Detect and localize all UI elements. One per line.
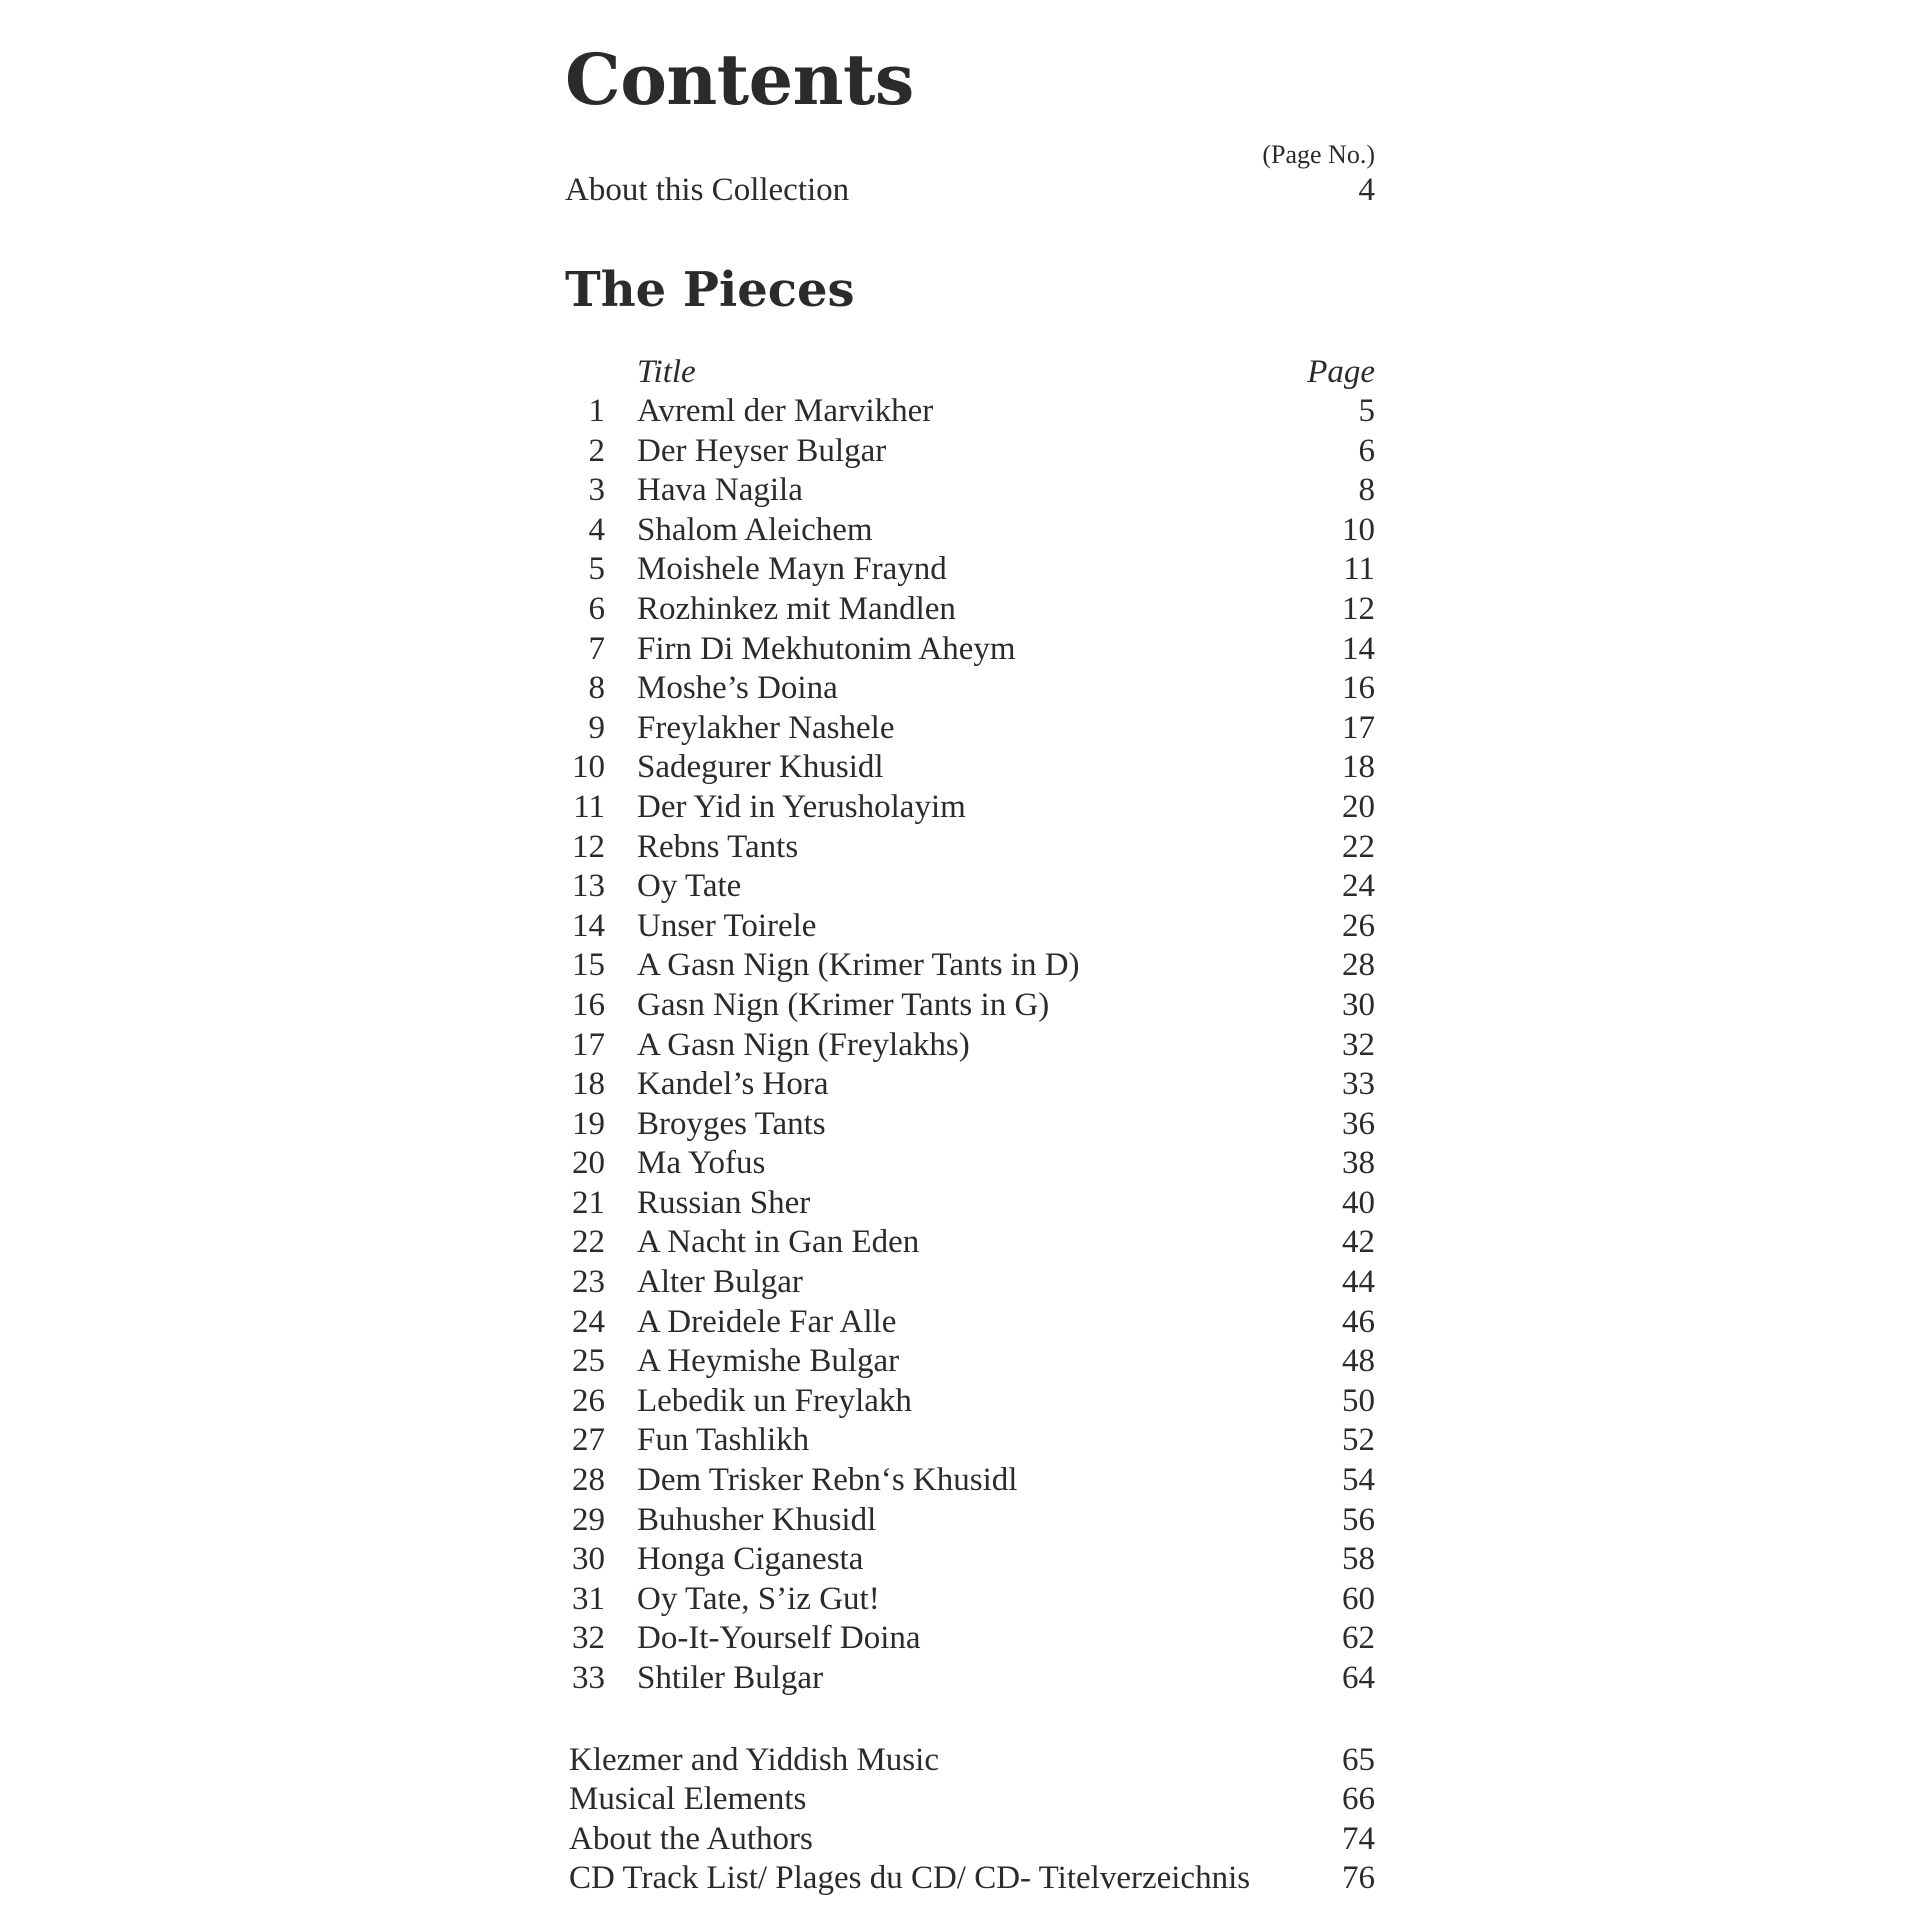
- list-item: [565, 1105, 1375, 1145]
- piece-title: Freylakher Nashele: [637, 709, 895, 746]
- piece-page: 10: [1342, 511, 1375, 548]
- piece-title: Broyges Tants: [637, 1105, 826, 1142]
- list-item: [565, 1580, 1375, 1620]
- section-page: 65: [1342, 1741, 1375, 1778]
- section-title: About the Authors: [569, 1820, 813, 1857]
- piece-number: 20: [572, 1145, 605, 1182]
- piece-page: 14: [1342, 630, 1375, 667]
- piece-title: Unser Toirele: [637, 907, 817, 944]
- piece-page: 11: [1343, 551, 1375, 588]
- column-header-title: Title: [637, 354, 696, 390]
- list-item: [565, 788, 1375, 828]
- list-item: [565, 1619, 1375, 1659]
- piece-page: 24: [1342, 868, 1375, 905]
- list-item: [565, 471, 1375, 511]
- list-item: [565, 590, 1375, 630]
- piece-page: 28: [1342, 947, 1375, 984]
- piece-title: Alter Bulgar: [637, 1264, 803, 1301]
- piece-number: 9: [588, 709, 605, 746]
- piece-number: 4: [588, 511, 605, 548]
- list-item: [565, 709, 1375, 749]
- piece-page: 44: [1342, 1264, 1375, 1301]
- piece-number: 6: [588, 590, 605, 627]
- piece-page: 46: [1342, 1303, 1375, 1340]
- pieces-list: [565, 352, 1375, 1699]
- section-page: 66: [1342, 1781, 1375, 1818]
- piece-page: 26: [1342, 907, 1375, 944]
- list-item: [565, 550, 1375, 590]
- piece-page: 42: [1342, 1224, 1375, 1261]
- piece-page: 12: [1342, 590, 1375, 627]
- piece-title: Shtiler Bulgar: [637, 1660, 824, 1696]
- piece-page: 36: [1342, 1105, 1375, 1142]
- piece-title: Russian Sher: [637, 1184, 811, 1221]
- piece-title: Rozhinkez mit Mandlen: [637, 590, 956, 627]
- piece-number: 19: [572, 1105, 605, 1142]
- piece-title: Der Yid in Yerusholayim: [637, 788, 966, 825]
- list-item: [565, 392, 1375, 432]
- section-title: Klezmer and Yiddish Music: [569, 1741, 939, 1778]
- section-title: CD Track List/ Plages du CD/ CD- Titelverzeichnis: [569, 1860, 1251, 1897]
- piece-number: 7: [588, 630, 605, 667]
- about-collection-entry: [565, 170, 1375, 210]
- list-item: [565, 669, 1375, 709]
- piece-number: 12: [572, 828, 605, 865]
- piece-number: 2: [588, 432, 605, 469]
- list-item: [565, 1303, 1375, 1343]
- piece-page: 62: [1342, 1620, 1375, 1657]
- piece-title: Ma Yofus: [637, 1145, 766, 1182]
- piece-title: Sadegurer Khusidl: [637, 749, 884, 786]
- piece-number: 17: [572, 1026, 605, 1063]
- list-item: [565, 1184, 1375, 1224]
- back-matter-list: [565, 1741, 1375, 1899]
- list-item: [565, 1741, 1375, 1781]
- piece-number: 27: [572, 1422, 605, 1459]
- piece-title: Do-It-Yourself Doina: [637, 1620, 921, 1657]
- piece-number: 30: [572, 1541, 605, 1578]
- piece-page: 56: [1342, 1501, 1375, 1538]
- piece-title: Shalom Aleichem: [637, 511, 873, 548]
- list-item: [565, 1065, 1375, 1105]
- piece-title: A Dreidele Far Alle: [637, 1303, 897, 1340]
- piece-title: Der Heyser Bulgar: [637, 432, 887, 469]
- contents-page: [565, 40, 1375, 1899]
- list-item: [565, 946, 1375, 986]
- piece-page: 6: [1358, 432, 1375, 469]
- list-item: [565, 867, 1375, 907]
- section-page: 76: [1342, 1860, 1375, 1897]
- piece-title: Moishele Mayn Fraynd: [637, 551, 947, 588]
- list-item: [565, 907, 1375, 947]
- piece-title: A Nacht in Gan Eden: [637, 1224, 920, 1261]
- about-collection-title: About this Collection: [565, 172, 850, 208]
- piece-number: 32: [572, 1620, 605, 1657]
- piece-number: 3: [588, 472, 605, 509]
- section-page: 74: [1342, 1820, 1375, 1857]
- piece-number: 23: [572, 1264, 605, 1301]
- piece-page: 8: [1358, 472, 1375, 509]
- list-item: [565, 1144, 1375, 1184]
- piece-title: Buhusher Khusidl: [637, 1501, 877, 1538]
- list-item: [565, 1659, 1375, 1699]
- piece-title: Hava Nagila: [637, 472, 803, 509]
- piece-title: Moshe’s Doina: [637, 670, 838, 707]
- piece-number: 28: [572, 1462, 605, 1499]
- piece-title: Oy Tate, S’iz Gut!: [637, 1580, 880, 1617]
- about-collection-page: 4: [1358, 172, 1375, 208]
- list-item: [565, 1223, 1375, 1263]
- piece-page: 58: [1342, 1541, 1375, 1578]
- page-title: Contents: [565, 38, 914, 121]
- piece-title: Honga Ciganesta: [637, 1541, 864, 1578]
- piece-number: 25: [572, 1343, 605, 1380]
- piece-page: 32: [1342, 1026, 1375, 1063]
- piece-title: Lebedik un Freylakh: [637, 1382, 912, 1419]
- piece-number: 14: [572, 907, 605, 944]
- piece-number: 16: [572, 986, 605, 1023]
- list-item: [565, 986, 1375, 1026]
- pieces-list-header: [565, 352, 1375, 392]
- list-item: [565, 1501, 1375, 1541]
- piece-title: Avreml der Marvikher: [637, 393, 934, 429]
- list-item: [565, 511, 1375, 551]
- list-item: [565, 1540, 1375, 1580]
- piece-number: 5: [588, 551, 605, 588]
- piece-page: 40: [1342, 1184, 1375, 1221]
- piece-title: Fun Tashlikh: [637, 1422, 810, 1459]
- piece-title: Oy Tate: [637, 868, 742, 905]
- piece-title: Kandel’s Hora: [637, 1066, 829, 1103]
- piece-page: 52: [1342, 1422, 1375, 1459]
- piece-page: 60: [1342, 1580, 1375, 1617]
- list-item: [565, 748, 1375, 788]
- piece-number: 31: [572, 1580, 605, 1617]
- piece-page: 16: [1342, 670, 1375, 707]
- piece-page: 5: [1358, 393, 1375, 429]
- piece-number: 11: [573, 788, 605, 825]
- piece-number: 10: [572, 749, 605, 786]
- piece-title: A Heymishe Bulgar: [637, 1343, 900, 1380]
- list-item: [565, 1461, 1375, 1501]
- list-item: [565, 828, 1375, 868]
- piece-title: A Gasn Nign (Freylakhs): [637, 1026, 970, 1063]
- list-item: [565, 1421, 1375, 1461]
- piece-title: Firn Di Mekhutonim Aheym: [637, 630, 1016, 667]
- list-item: [565, 1382, 1375, 1422]
- piece-page: 20: [1342, 788, 1375, 825]
- list-item: [565, 1820, 1375, 1860]
- piece-title: Dem Trisker Rebn‘s Khusidl: [637, 1462, 1018, 1499]
- piece-title: Rebns Tants: [637, 828, 799, 865]
- piece-number: 29: [572, 1501, 605, 1538]
- piece-number: 1: [588, 393, 605, 429]
- piece-page: 64: [1342, 1660, 1375, 1696]
- list-item: [565, 630, 1375, 670]
- piece-number: 24: [572, 1303, 605, 1340]
- piece-page: 18: [1342, 749, 1375, 786]
- piece-page: 30: [1342, 986, 1375, 1023]
- piece-title: A Gasn Nign (Krimer Tants in D): [637, 947, 1080, 984]
- piece-number: 22: [572, 1224, 605, 1261]
- piece-number: 21: [572, 1184, 605, 1221]
- piece-number: 18: [572, 1066, 605, 1103]
- piece-page: 50: [1342, 1382, 1375, 1419]
- list-item: [565, 1342, 1375, 1382]
- piece-number: 15: [572, 947, 605, 984]
- list-item: [565, 1263, 1375, 1303]
- list-item: [565, 1859, 1375, 1899]
- piece-number: 33: [572, 1660, 605, 1696]
- piece-page: 33: [1342, 1066, 1375, 1103]
- section-title: Musical Elements: [569, 1781, 807, 1818]
- piece-page: 48: [1342, 1343, 1375, 1380]
- piece-title: Gasn Nign (Krimer Tants in G): [637, 986, 1050, 1023]
- list-item: [565, 1780, 1375, 1820]
- piece-number: 13: [572, 868, 605, 905]
- column-header-page: Page: [1307, 354, 1375, 390]
- list-item: [565, 1026, 1375, 1066]
- piece-number: 26: [572, 1382, 605, 1419]
- piece-number: 8: [588, 670, 605, 707]
- pieces-heading: The Pieces: [565, 262, 855, 318]
- piece-page: 38: [1342, 1145, 1375, 1182]
- page-number-label: (Page No.): [1262, 140, 1375, 169]
- piece-page: 17: [1342, 709, 1375, 746]
- piece-page: 54: [1342, 1462, 1375, 1499]
- list-item: [565, 432, 1375, 472]
- piece-page: 22: [1342, 828, 1375, 865]
